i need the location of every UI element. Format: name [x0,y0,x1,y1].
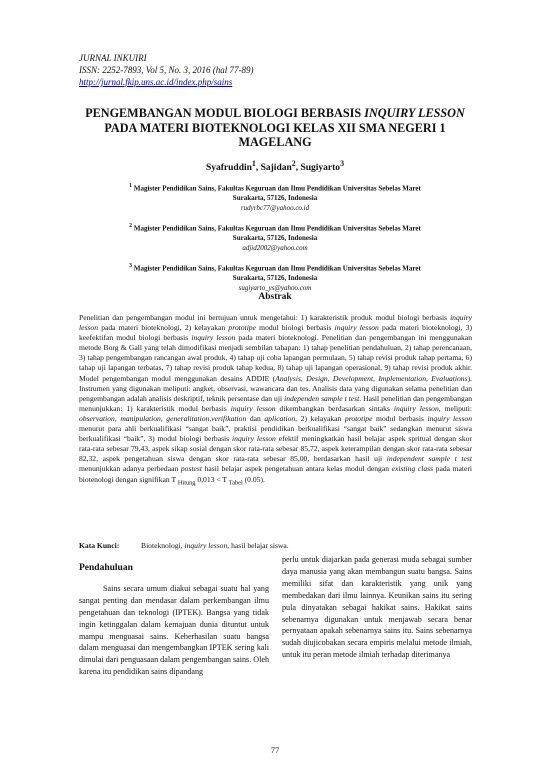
affiliation-3 [70,262,480,293]
italic-term: inquiry lesson [334,323,379,333]
text-run: pada materi bioteknologi, 3) keefektifan modul biologi berbasis [79,323,473,343]
italic-term: inquiry lesson [232,434,276,444]
text-run: modul berbasis [372,413,428,423]
author-sup: 1 [251,159,256,168]
italic-term: prototipe [228,323,256,333]
intro-heading: Pendahuluan [79,563,133,573]
text-run: pada materi biotenologi dengan signifikan T [79,464,472,484]
italic-term: prototipe [344,413,373,423]
italic-term: existing class [391,464,434,474]
affiliation-inst: Magister Pendidikan Sains, Fakultas Keguruan dan Ilmu Pendidikan Universitas Sebelas Maret [133,264,421,273]
text-run: dan [246,413,265,423]
text-run: meliputi: [440,403,473,413]
italic-term: observation, manipulation, generalitation,verifikation [79,413,247,423]
journal-issn: ISSN: 2252-7893, Vol 5, No. 3, 2016 (hal 77-89) [79,65,254,75]
text-run: Penelitian dan pengembangan modul ini bertujuan untuk mengetahui: 1) karakteristik produk modul biologi berbasis [79,313,451,322]
text-run: pada materi bioteknologi. Penelitian dan pengembangan ini menggunakan metode Borg & Gall yang telah dimodifikasi menjadi sembilan tahapan: 1) tahap penelitian pendahuluan, 2) tahap perencanaan, 3) tahap pengembangan rancangan awal produk, 4) tahap uji coba lapangan permulaan, 5) tahap revisi produk tahap pertama, 6) tahap uji lapangan terbatas, 7) tahap revisi produk tahap kedua, 8) tahap uji lapangan operasional, 9) tahap revisi produk akhir. Model pengembangan modul menggunakan desains ADDIE ( [79,333,472,383]
italic-term: inquiry lesson [427,413,472,423]
italic-term: aplication [264,413,296,423]
italic-term: inquiry lesson [184,541,228,550]
text-run: 0,013 < T [195,474,229,484]
journal-name: JURNAL INKUIRI [79,53,147,63]
author-list: Syafruddin$^1$, Sajidan$^2$, Sugiyarto$^3$ [205,159,345,174]
title-italic: INQUIRY LESSON [364,106,465,120]
text-run: , hasil belajar siswa. [227,541,289,550]
italic-term: inquiry lesson [191,333,236,343]
title-part2: PADA MATERI BIOTEKNOLOGI KELAS XII SMA NEGERI 1 MAGELANG [104,120,446,149]
affiliation-email: sugiyarto_ys@yahoo.com [238,283,312,292]
text-run: ). Instrumen yang digunakan meliputi: angket, observasi, wawancara dan tes. Analisis data yang digunakan selama penelitian dan pengembangan adalah analisis deskriptif, teknik persentase dan uji [79,373,472,403]
title-part1: PENGEMBANGAN MODUL BIOLOGI BERBASIS [85,106,365,120]
affiliation-2 [70,222,480,253]
italic-term: inquiry lesson, [393,403,441,413]
journal-header [79,52,254,88]
text-run: menurut para ahli berkualifikasi “sangat baik”, praktisi pendidikan berkualifikasi “sangat baik” sedangkan menurut siswa berkualifikasi “baik”, 3) modul biologi berbasis [79,424,472,444]
affiliation-1 [70,182,480,213]
keywords-text [141,541,289,550]
author-name: Sajidan [260,163,292,174]
text-run: pada materi bioteknologi, 2) kelayakan [97,323,229,333]
affiliation-inst: Magister Pendidikan Sains, Fakultas Keguruan dan Ilmu Pendidikan Universitas Sebelas Maret [133,184,421,193]
subscript: Hitung [177,479,196,487]
text-run: efektif meningkatkan hasil belajar aspek spritual dengan skor rata-rata sebesar 79,43, aspek sikap sosial dengan skor rata-rata sebesar 85,72, aspek keterampilan dengan skor rata-rata sebesar 82,32, aspek pengetahuan siswa dengan skor rata-rata sebesar 85,00, berdasarkan hasil uji [79,434,472,464]
italic-term: independent sample t test [386,454,472,464]
text-run: modul biologi berbasis [255,323,335,333]
abstract-heading: Abstrak [258,292,292,302]
intro-paragraph-continued: perlu untuk diajarkan pada generasi muda sebagai sumber daya manusia yang akan membangun suatu bangsa. Sains memiliki sifat dan karakteristik yang unik yang membedakan dari ilmu lainnya. Keunikan sains itu sering pula dinyatakan sebagai hakikat sains. Hakikat sains sebenarnya digunakan untuk menjawab secara benar pernyataan apakah sebenarnya sains itu. Sains sebenarnya sudah diujicobakan secara empiris melalui metode ilmiah, untuk itu peran metode ilmiah terhadap diterimanya [282,555,472,660]
affiliation-num: 1 [129,183,133,189]
italic-term: inquiry lesson [79,313,472,333]
affiliation-num: 2 [129,223,133,229]
author-name: Sugiyarto [300,163,341,174]
text-run: hasil belajar aspek pengetahuan antara kelas modul dengan [201,464,392,474]
author-sup: 3 [340,159,345,168]
intro-left-column [79,563,269,678]
paper-title [70,106,480,150]
italic-term: independen sample t test [284,393,360,403]
journal-url-link[interactable]: http://jurnal.fkip.uns.ac.id/index.php/sains [79,77,233,87]
affiliation-city: Surakarta, 57126, Indonesia [232,193,318,202]
keywords [79,541,472,550]
author-name: Syafruddin [205,163,252,174]
text-run: . Hasil penelitian dan pengembangan menunjukkan: 1) karakteristik modul berbasis [79,393,472,413]
author-sup: 2 [291,159,296,168]
italic-term: Analysis, Design, Development, Implementation, Evaluations [275,373,468,383]
intro-paragraph: Sains secara umum diakui sebagai suatu hal yang sangat penting dan mendasar dalam perkembangan ilmu pengetahuan dan teknologi (IPTEK). Bangsa yang tidak ingin ketinggalan dalam kemajuan dunia dituntut untuk mampu menguasai sains. Keberhasilan suatu bangsa dalam menguasai dan mengembangkan IPTEK sering kali dimulai dari penguasaan dalam pengembangan sains. Oleh karena itu pendidikan sains dipandang [79,583,269,677]
italic-term: inquiry lesson [230,403,276,413]
text-run: (0.05). [242,474,265,484]
affiliation-inst: Magister Pendidikan Sains, Fakultas Keguruan dan Ilmu Pendidikan Universitas Sebelas Maret [133,224,421,233]
subscript: Tabel [228,479,243,487]
text-run: , 2) kelayakan [295,413,345,423]
abstract-body [79,313,472,488]
page-number: 77 [270,745,280,755]
affiliation-email: adjid2002@yahoo.com [242,243,308,252]
text-run: Bioteknologi, [141,541,185,550]
text-run: menunjukkan adanya perbedaan [79,464,181,474]
keywords-label: Kata Kunci: [79,541,120,550]
intro-right-column [282,554,472,661]
affiliation-city: Surakarta, 57126, Indonesia [232,233,318,242]
text-run: dikembangkan berdasarkan sintaks [275,403,394,413]
affiliation-city: Surakarta, 57126, Indonesia [232,273,318,282]
italic-term: postest [180,464,202,474]
affiliation-email: rudyrbc77@yahoo.co.id [240,203,310,212]
affiliation-num: 3 [129,263,133,269]
